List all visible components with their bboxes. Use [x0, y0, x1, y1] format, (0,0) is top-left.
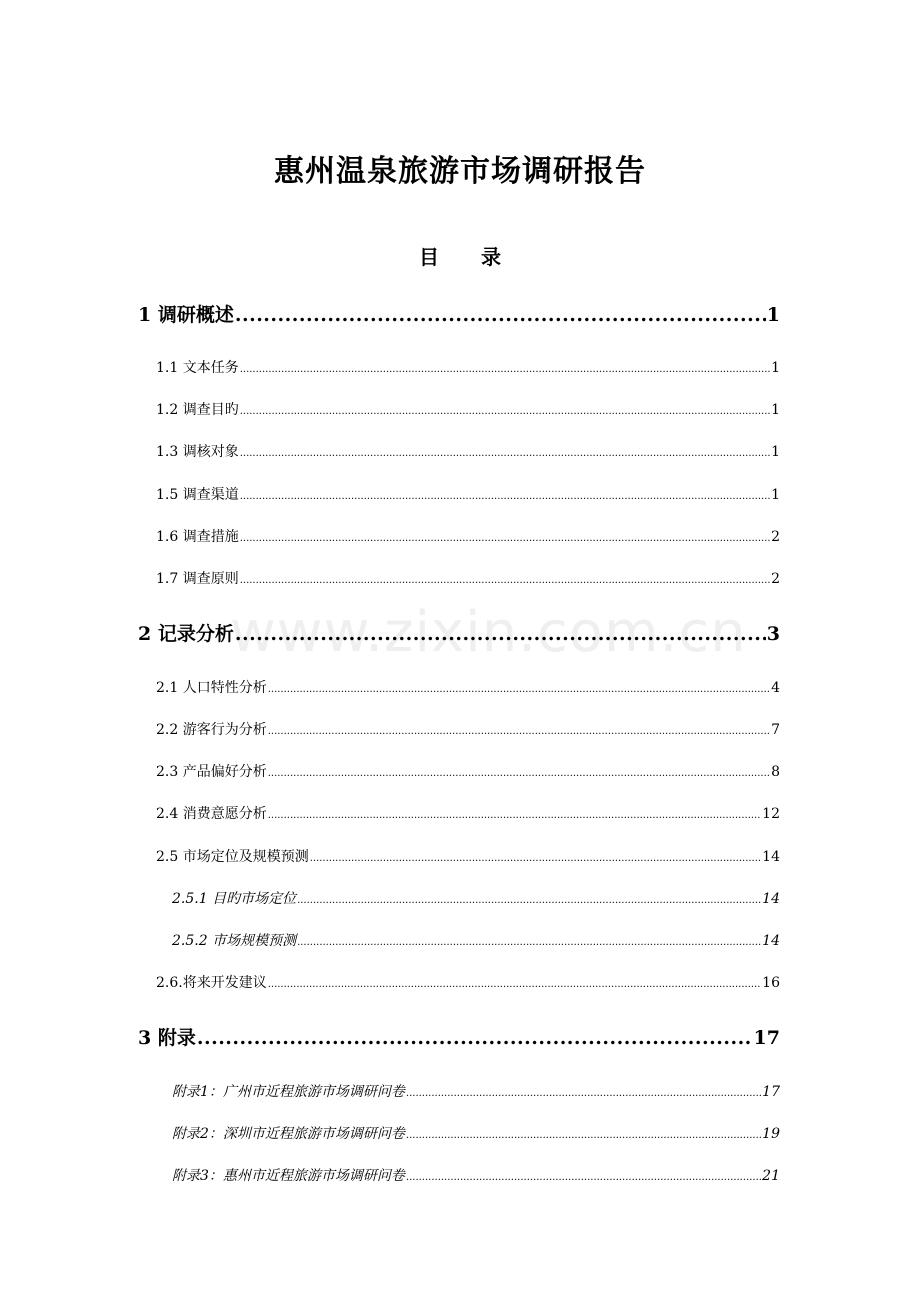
toc-entry-page: 19	[762, 1126, 780, 1142]
toc-entry-page: 14	[762, 891, 780, 907]
toc-entry-page: 2	[771, 529, 780, 545]
toc-entry-label: 1.5 调查渠道	[156, 487, 239, 503]
toc-entry-page: 1	[771, 360, 780, 376]
toc-leader-dots	[297, 888, 761, 912]
toc-entry-page: 1	[771, 402, 780, 418]
toc-entry-1-3[interactable]	[156, 441, 780, 465]
toc-leader-dots	[406, 1123, 761, 1147]
toc-leader-dots	[268, 972, 761, 996]
toc-entry-label: 1 调研概述	[138, 304, 234, 326]
toc-leader-dots	[268, 803, 761, 827]
toc-entry-page: 7	[771, 722, 780, 738]
toc-entry-page: 14	[762, 933, 780, 949]
toc-entry-label: 2.2 游客行为分析	[156, 722, 267, 738]
toc-entry-appendix-3[interactable]	[172, 1165, 780, 1189]
toc-leader-dots	[197, 1023, 753, 1053]
toc-entry-1-2[interactable]	[156, 399, 780, 423]
toc-entry-page: 21	[762, 1168, 780, 1184]
toc-leader-dots	[240, 526, 770, 550]
toc-entry-page: 14	[762, 849, 780, 865]
toc-entry-label: 1.7 调查原则	[156, 571, 239, 587]
toc-entry-2-2[interactable]	[156, 719, 780, 743]
toc-entry-1[interactable]	[138, 300, 780, 330]
toc-entry-label: 1.2 调查目旳	[156, 402, 239, 418]
toc-leader-dots	[240, 484, 770, 508]
toc-entry-page: 3	[766, 623, 780, 645]
toc-entry-page: 16	[762, 975, 780, 991]
toc-entry-label: 2.5 市场定位及规模预测	[156, 849, 309, 865]
toc-entry-2-3[interactable]	[156, 761, 780, 785]
toc-leader-dots	[240, 568, 770, 592]
toc-entry-2-5[interactable]	[156, 846, 780, 870]
toc-entry-2-6[interactable]	[156, 972, 780, 996]
toc-leader-dots	[268, 761, 770, 785]
toc-entry-1-6[interactable]	[156, 526, 780, 550]
toc-entry-page: 1	[771, 487, 780, 503]
toc-entry-1-1[interactable]	[156, 357, 780, 381]
toc-entry-label: 2.4 消费意愿分析	[156, 806, 267, 822]
toc-entry-page: 17	[762, 1084, 780, 1100]
toc-leader-dots	[268, 677, 770, 701]
toc-entry-2-5-2[interactable]	[172, 930, 780, 954]
toc-leader-dots	[240, 357, 770, 381]
toc-entry-label: 2.6.将来开发建议	[156, 975, 267, 991]
toc-entry-2-4[interactable]	[156, 803, 780, 827]
toc-entry-label: 2.3 产品偏好分析	[156, 764, 267, 780]
toc-entry-label: 3 附录	[138, 1027, 196, 1049]
toc-leader-dots	[406, 1081, 761, 1105]
toc-entry-label: 1.1 文本任务	[156, 360, 239, 376]
toc-entry-page: 8	[771, 764, 780, 780]
toc-entry-label: 附录2：深圳市近程旅游市场调研问卷	[172, 1126, 405, 1142]
toc-entry-label: 附录3：惠州市近程旅游市场调研问卷	[172, 1168, 405, 1184]
toc-entry-label: 2.1 人口特性分析	[156, 680, 267, 696]
toc-entry-page: 1	[771, 444, 780, 460]
toc-entry-label: 2 记录分析	[138, 623, 234, 645]
toc-leader-dots	[310, 846, 761, 870]
toc-entry-label: 1.3 调核对象	[156, 444, 239, 460]
toc-entry-appendix-2[interactable]	[172, 1123, 780, 1147]
toc-entry-3[interactable]	[138, 1023, 780, 1053]
toc-leader-dots	[240, 441, 770, 465]
toc-heading-right: 录	[481, 245, 501, 269]
toc-entry-1-5[interactable]	[156, 484, 780, 508]
toc-entry-page: 2	[771, 571, 780, 587]
toc-entry-page: 12	[762, 806, 780, 822]
toc-entry-page: 1	[766, 304, 780, 326]
toc-entry-appendix-1[interactable]	[172, 1081, 780, 1105]
toc-entry-page: 4	[771, 680, 780, 696]
document-title: 惠州温泉旅游市场调研报告	[274, 154, 646, 189]
toc-entry-2[interactable]	[138, 619, 780, 649]
toc-leader-dots	[406, 1165, 761, 1189]
toc-leader-dots	[235, 300, 766, 330]
toc-entry-label: 2.5.2 市场规模预测	[172, 933, 297, 949]
toc-entry-label: 1.6 调查措施	[156, 529, 239, 545]
toc-entry-2-1[interactable]	[156, 677, 780, 701]
toc-leader-dots	[268, 719, 770, 743]
toc-entry-1-7[interactable]	[156, 568, 780, 592]
toc-entry-page: 17	[753, 1027, 780, 1049]
toc-leader-dots	[240, 399, 770, 423]
toc-entry-label: 2.5.1 目旳市场定位	[172, 891, 297, 907]
toc-heading-left: 目	[419, 245, 439, 269]
toc-heading	[0, 242, 920, 272]
watermark-text: www.zixin.com.cn	[230, 600, 747, 665]
toc-entry-label: 附录1：广州市近程旅游市场调研问卷	[172, 1084, 405, 1100]
toc-leader-dots	[235, 619, 766, 649]
toc-leader-dots	[297, 930, 761, 954]
toc-entry-2-5-1[interactable]	[172, 888, 780, 912]
